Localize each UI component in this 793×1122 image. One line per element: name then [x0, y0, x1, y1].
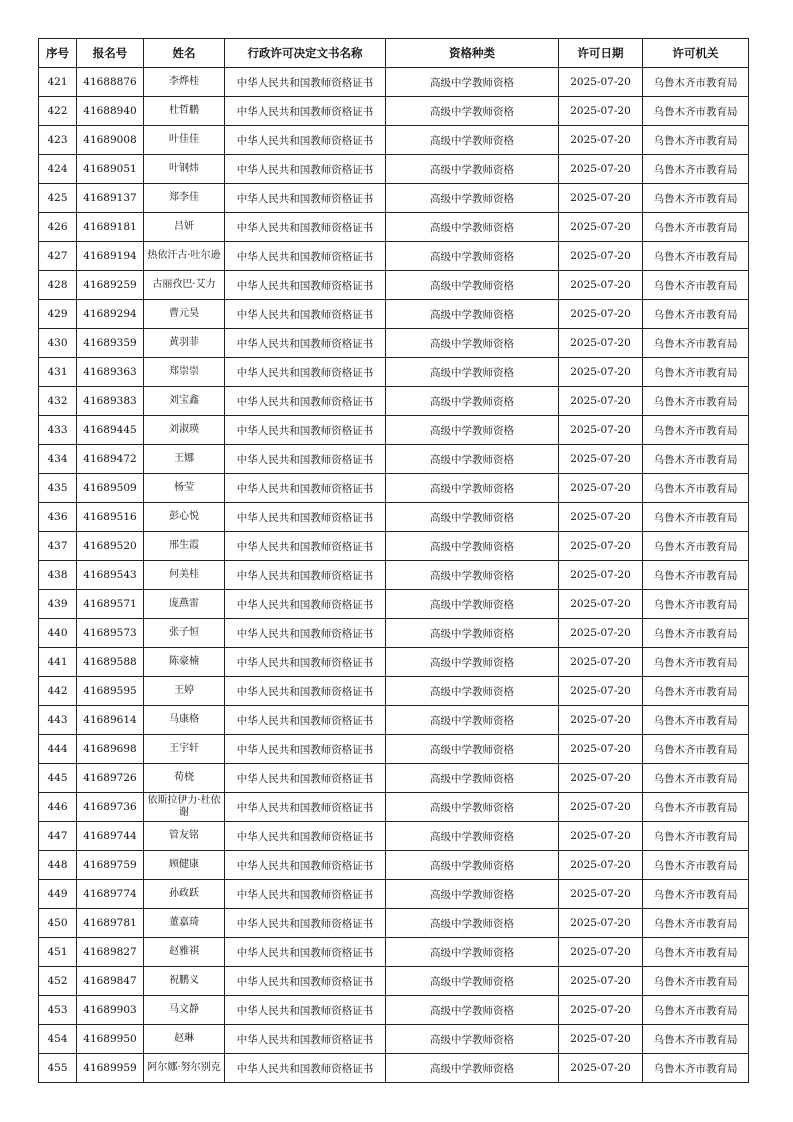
cell-index: 428 — [39, 271, 77, 300]
cell-license-date: 2025-07-20 — [559, 590, 643, 619]
cell-index: 454 — [39, 1025, 77, 1054]
cell-index: 440 — [39, 619, 77, 648]
cell-qualification-type: 高级中学教师资格 — [386, 416, 559, 445]
cell-index: 436 — [39, 503, 77, 532]
cell-qualification-type: 高级中学教师资格 — [386, 996, 559, 1025]
cell-license-authority: 乌鲁木齐市教育局 — [643, 329, 749, 358]
cell-document-name: 中华人民共和国教师资格证书 — [225, 271, 386, 300]
cell-index: 445 — [39, 764, 77, 793]
cell-license-date: 2025-07-20 — [559, 996, 643, 1025]
cell-index: 438 — [39, 561, 77, 590]
table-row — [39, 967, 749, 996]
cell-document-name: 中华人民共和国教师资格证书 — [225, 967, 386, 996]
table-row — [39, 996, 749, 1025]
cell-license-authority: 乌鲁木齐市教育局 — [643, 416, 749, 445]
cell-document-name: 中华人民共和国教师资格证书 — [225, 909, 386, 938]
cell-name: 邢生霞 — [144, 532, 225, 561]
cell-document-name: 中华人民共和国教师资格证书 — [225, 358, 386, 387]
cell-license-authority: 乌鲁木齐市教育局 — [643, 300, 749, 329]
cell-name: 张子恒 — [144, 619, 225, 648]
cell-license-date: 2025-07-20 — [559, 967, 643, 996]
cell-qualification-type: 高级中学教师资格 — [386, 619, 559, 648]
header-row — [39, 39, 749, 68]
table-row — [39, 242, 749, 271]
cell-document-name: 中华人民共和国教师资格证书 — [225, 880, 386, 909]
cell-name: 李烨桂 — [144, 68, 225, 97]
cell-document-name: 中华人民共和国教师资格证书 — [225, 329, 386, 358]
cell-index: 441 — [39, 648, 77, 677]
col-header-name: 姓名 — [144, 39, 225, 68]
cell-name: 依斯拉伊力·杜依谢 — [144, 793, 225, 822]
cell-index: 448 — [39, 851, 77, 880]
table-row — [39, 619, 749, 648]
cell-name: 叶钢炜 — [144, 155, 225, 184]
cell-license-date: 2025-07-20 — [559, 648, 643, 677]
cell-name: 马康格 — [144, 706, 225, 735]
cell-name: 庞燕雷 — [144, 590, 225, 619]
cell-license-authority: 乌鲁木齐市教育局 — [643, 764, 749, 793]
cell-document-name: 中华人民共和国教师资格证书 — [225, 619, 386, 648]
table-row — [39, 300, 749, 329]
table-row — [39, 561, 749, 590]
cell-index: 443 — [39, 706, 77, 735]
table-row — [39, 938, 749, 967]
cell-registration-no: 41689571 — [77, 590, 144, 619]
cell-qualification-type: 高级中学教师资格 — [386, 387, 559, 416]
cell-name: 祝鹏义 — [144, 967, 225, 996]
cell-license-date: 2025-07-20 — [559, 474, 643, 503]
cell-qualification-type: 高级中学教师资格 — [386, 532, 559, 561]
cell-index: 455 — [39, 1054, 77, 1083]
license-table — [38, 38, 749, 1083]
cell-registration-no: 41689614 — [77, 706, 144, 735]
cell-license-authority: 乌鲁木齐市教育局 — [643, 184, 749, 213]
cell-license-authority: 乌鲁木齐市教育局 — [643, 996, 749, 1025]
cell-document-name: 中华人民共和国教师资格证书 — [225, 735, 386, 764]
cell-name: 吕妍 — [144, 213, 225, 242]
cell-license-authority: 乌鲁木齐市教育局 — [643, 445, 749, 474]
cell-qualification-type: 高级中学教师资格 — [386, 271, 559, 300]
cell-license-date: 2025-07-20 — [559, 619, 643, 648]
table-row — [39, 68, 749, 97]
cell-name: 叶佳佳 — [144, 126, 225, 155]
cell-qualification-type: 高级中学教师资格 — [386, 764, 559, 793]
cell-qualification-type: 高级中学教师资格 — [386, 184, 559, 213]
cell-name: 古丽孜巴·艾力 — [144, 271, 225, 300]
cell-index: 446 — [39, 793, 77, 822]
cell-document-name: 中华人民共和国教师资格证书 — [225, 300, 386, 329]
cell-license-date: 2025-07-20 — [559, 155, 643, 184]
table-row — [39, 706, 749, 735]
cell-document-name: 中华人民共和国教师资格证书 — [225, 213, 386, 242]
table-row — [39, 793, 749, 822]
cell-document-name: 中华人民共和国教师资格证书 — [225, 1025, 386, 1054]
cell-index: 450 — [39, 909, 77, 938]
cell-qualification-type: 高级中学教师资格 — [386, 445, 559, 474]
cell-registration-no: 41689959 — [77, 1054, 144, 1083]
cell-qualification-type: 高级中学教师资格 — [386, 938, 559, 967]
table-row — [39, 416, 749, 445]
cell-license-authority: 乌鲁木齐市教育局 — [643, 126, 749, 155]
cell-license-authority: 乌鲁木齐市教育局 — [643, 735, 749, 764]
cell-document-name: 中华人民共和国教师资格证书 — [225, 68, 386, 97]
cell-license-date: 2025-07-20 — [559, 126, 643, 155]
cell-document-name: 中华人民共和国教师资格证书 — [225, 445, 386, 474]
cell-document-name: 中华人民共和国教师资格证书 — [225, 1054, 386, 1083]
cell-registration-no: 41689595 — [77, 677, 144, 706]
cell-name: 何美桂 — [144, 561, 225, 590]
table-row — [39, 97, 749, 126]
cell-qualification-type: 高级中学教师资格 — [386, 300, 559, 329]
table-row — [39, 532, 749, 561]
cell-document-name: 中华人民共和国教师资格证书 — [225, 474, 386, 503]
cell-document-name: 中华人民共和国教师资格证书 — [225, 764, 386, 793]
cell-license-authority: 乌鲁木齐市教育局 — [643, 387, 749, 416]
cell-document-name: 中华人民共和国教师资格证书 — [225, 590, 386, 619]
cell-license-date: 2025-07-20 — [559, 880, 643, 909]
cell-registration-no: 41689781 — [77, 909, 144, 938]
cell-license-authority: 乌鲁木齐市教育局 — [643, 648, 749, 677]
cell-registration-no: 41689363 — [77, 358, 144, 387]
cell-qualification-type: 高级中学教师资格 — [386, 358, 559, 387]
cell-license-authority: 乌鲁木齐市教育局 — [643, 619, 749, 648]
cell-qualification-type: 高级中学教师资格 — [386, 909, 559, 938]
cell-qualification-type: 高级中学教师资格 — [386, 97, 559, 126]
cell-qualification-type: 高级中学教师资格 — [386, 793, 559, 822]
table-row — [39, 474, 749, 503]
col-header-qualification-type: 资格种类 — [386, 39, 559, 68]
cell-license-date: 2025-07-20 — [559, 242, 643, 271]
table-row — [39, 909, 749, 938]
cell-license-date: 2025-07-20 — [559, 938, 643, 967]
cell-qualification-type: 高级中学教师资格 — [386, 155, 559, 184]
cell-name: 郑李佳 — [144, 184, 225, 213]
table-row — [39, 590, 749, 619]
cell-document-name: 中华人民共和国教师资格证书 — [225, 184, 386, 213]
cell-document-name: 中华人民共和国教师资格证书 — [225, 561, 386, 590]
cell-license-authority: 乌鲁木齐市教育局 — [643, 590, 749, 619]
cell-license-date: 2025-07-20 — [559, 735, 643, 764]
cell-registration-no: 41689194 — [77, 242, 144, 271]
cell-index: 437 — [39, 532, 77, 561]
cell-index: 451 — [39, 938, 77, 967]
cell-name: 顾健康 — [144, 851, 225, 880]
cell-name: 阿尔娜·努尔别克 — [144, 1054, 225, 1083]
col-header-document-name: 行政许可决定文书名称 — [225, 39, 386, 68]
cell-license-authority: 乌鲁木齐市教育局 — [643, 938, 749, 967]
cell-document-name: 中华人民共和国教师资格证书 — [225, 532, 386, 561]
cell-license-date: 2025-07-20 — [559, 445, 643, 474]
cell-license-date: 2025-07-20 — [559, 851, 643, 880]
cell-license-authority: 乌鲁木齐市教育局 — [643, 1025, 749, 1054]
cell-index: 430 — [39, 329, 77, 358]
cell-license-date: 2025-07-20 — [559, 532, 643, 561]
cell-registration-no: 41689573 — [77, 619, 144, 648]
cell-name: 杜哲鹏 — [144, 97, 225, 126]
cell-qualification-type: 高级中学教师资格 — [386, 1054, 559, 1083]
cell-registration-no: 41689827 — [77, 938, 144, 967]
cell-document-name: 中华人民共和国教师资格证书 — [225, 242, 386, 271]
cell-name: 刘淑瑛 — [144, 416, 225, 445]
cell-qualification-type: 高级中学教师资格 — [386, 880, 559, 909]
cell-license-date: 2025-07-20 — [559, 764, 643, 793]
table-row — [39, 648, 749, 677]
cell-registration-no: 41689759 — [77, 851, 144, 880]
cell-index: 452 — [39, 967, 77, 996]
cell-index: 453 — [39, 996, 77, 1025]
table-header — [39, 39, 749, 68]
table-row — [39, 503, 749, 532]
table-row — [39, 677, 749, 706]
cell-license-authority: 乌鲁木齐市教育局 — [643, 242, 749, 271]
cell-index: 434 — [39, 445, 77, 474]
cell-license-date: 2025-07-20 — [559, 213, 643, 242]
cell-license-authority: 乌鲁木齐市教育局 — [643, 155, 749, 184]
cell-registration-no: 41689445 — [77, 416, 144, 445]
cell-index: 422 — [39, 97, 77, 126]
cell-index: 442 — [39, 677, 77, 706]
cell-qualification-type: 高级中学教师资格 — [386, 648, 559, 677]
cell-license-date: 2025-07-20 — [559, 822, 643, 851]
cell-document-name: 中华人民共和国教师资格证书 — [225, 126, 386, 155]
cell-index: 449 — [39, 880, 77, 909]
cell-qualification-type: 高级中学教师资格 — [386, 474, 559, 503]
table-row — [39, 1025, 749, 1054]
cell-name: 曹元昊 — [144, 300, 225, 329]
cell-registration-no: 41689259 — [77, 271, 144, 300]
cell-license-date: 2025-07-20 — [559, 706, 643, 735]
cell-name: 赵琳 — [144, 1025, 225, 1054]
table-row — [39, 735, 749, 764]
table-row — [39, 271, 749, 300]
cell-registration-no: 41689472 — [77, 445, 144, 474]
cell-qualification-type: 高级中学教师资格 — [386, 503, 559, 532]
cell-index: 431 — [39, 358, 77, 387]
cell-registration-no: 41688940 — [77, 97, 144, 126]
cell-qualification-type: 高级中学教师资格 — [386, 242, 559, 271]
table-body — [39, 68, 749, 1083]
cell-document-name: 中华人民共和国教师资格证书 — [225, 416, 386, 445]
cell-name: 热依汗古·吐尔逊 — [144, 242, 225, 271]
cell-name: 马文静 — [144, 996, 225, 1025]
cell-document-name: 中华人民共和国教师资格证书 — [225, 387, 386, 416]
cell-qualification-type: 高级中学教师资格 — [386, 706, 559, 735]
cell-document-name: 中华人民共和国教师资格证书 — [225, 793, 386, 822]
cell-license-authority: 乌鲁木齐市教育局 — [643, 97, 749, 126]
cell-registration-no: 41689359 — [77, 329, 144, 358]
cell-license-date: 2025-07-20 — [559, 677, 643, 706]
cell-name: 孙政跃 — [144, 880, 225, 909]
cell-license-authority: 乌鲁木齐市教育局 — [643, 706, 749, 735]
cell-license-authority: 乌鲁木齐市教育局 — [643, 271, 749, 300]
cell-qualification-type: 高级中学教师资格 — [386, 851, 559, 880]
cell-license-authority: 乌鲁木齐市教育局 — [643, 474, 749, 503]
col-header-index: 序号 — [39, 39, 77, 68]
cell-license-date: 2025-07-20 — [559, 184, 643, 213]
cell-license-authority: 乌鲁木齐市教育局 — [643, 68, 749, 97]
table-row — [39, 358, 749, 387]
table-row — [39, 213, 749, 242]
cell-registration-no: 41689051 — [77, 155, 144, 184]
cell-index: 432 — [39, 387, 77, 416]
cell-qualification-type: 高级中学教师资格 — [386, 329, 559, 358]
table-row — [39, 880, 749, 909]
cell-registration-no: 41689744 — [77, 822, 144, 851]
cell-registration-no: 41689543 — [77, 561, 144, 590]
cell-license-authority: 乌鲁木齐市教育局 — [643, 880, 749, 909]
cell-registration-no: 41689509 — [77, 474, 144, 503]
cell-name: 刘宝鑫 — [144, 387, 225, 416]
cell-license-date: 2025-07-20 — [559, 1054, 643, 1083]
cell-index: 427 — [39, 242, 77, 271]
cell-license-date: 2025-07-20 — [559, 1025, 643, 1054]
cell-registration-no: 41689181 — [77, 213, 144, 242]
cell-index: 439 — [39, 590, 77, 619]
cell-license-date: 2025-07-20 — [559, 329, 643, 358]
cell-name: 陈豪楠 — [144, 648, 225, 677]
cell-qualification-type: 高级中学教师资格 — [386, 822, 559, 851]
cell-registration-no: 41689137 — [77, 184, 144, 213]
cell-registration-no: 41689950 — [77, 1025, 144, 1054]
cell-license-authority: 乌鲁木齐市教育局 — [643, 1054, 749, 1083]
cell-registration-no: 41688876 — [77, 68, 144, 97]
cell-qualification-type: 高级中学教师资格 — [386, 677, 559, 706]
table-row — [39, 155, 749, 184]
cell-license-authority: 乌鲁木齐市教育局 — [643, 909, 749, 938]
cell-name: 王宇轩 — [144, 735, 225, 764]
cell-index: 425 — [39, 184, 77, 213]
cell-document-name: 中华人民共和国教师资格证书 — [225, 996, 386, 1025]
table-row — [39, 387, 749, 416]
cell-qualification-type: 高级中学教师资格 — [386, 561, 559, 590]
document-page — [38, 38, 749, 1083]
cell-document-name: 中华人民共和国教师资格证书 — [225, 706, 386, 735]
cell-license-date: 2025-07-20 — [559, 561, 643, 590]
cell-index: 421 — [39, 68, 77, 97]
cell-qualification-type: 高级中学教师资格 — [386, 967, 559, 996]
cell-license-authority: 乌鲁木齐市教育局 — [643, 561, 749, 590]
cell-registration-no: 41689008 — [77, 126, 144, 155]
cell-name: 黄羽菲 — [144, 329, 225, 358]
cell-document-name: 中华人民共和国教师资格证书 — [225, 822, 386, 851]
cell-license-date: 2025-07-20 — [559, 358, 643, 387]
cell-document-name: 中华人民共和国教师资格证书 — [225, 851, 386, 880]
cell-registration-no: 41689726 — [77, 764, 144, 793]
table-row — [39, 851, 749, 880]
cell-license-authority: 乌鲁木齐市教育局 — [643, 677, 749, 706]
cell-license-date: 2025-07-20 — [559, 68, 643, 97]
cell-registration-no: 41689520 — [77, 532, 144, 561]
cell-license-authority: 乌鲁木齐市教育局 — [643, 358, 749, 387]
cell-license-date: 2025-07-20 — [559, 271, 643, 300]
cell-index: 424 — [39, 155, 77, 184]
cell-license-authority: 乌鲁木齐市教育局 — [643, 503, 749, 532]
cell-name: 郑崇崇 — [144, 358, 225, 387]
cell-index: 444 — [39, 735, 77, 764]
cell-name: 杨莹 — [144, 474, 225, 503]
cell-license-date: 2025-07-20 — [559, 300, 643, 329]
cell-license-date: 2025-07-20 — [559, 503, 643, 532]
cell-qualification-type: 高级中学教师资格 — [386, 126, 559, 155]
cell-name: 王婷 — [144, 677, 225, 706]
col-header-license-date: 许可日期 — [559, 39, 643, 68]
cell-registration-no: 41689383 — [77, 387, 144, 416]
cell-document-name: 中华人民共和国教师资格证书 — [225, 503, 386, 532]
table-row — [39, 329, 749, 358]
cell-registration-no: 41689294 — [77, 300, 144, 329]
cell-registration-no: 41689588 — [77, 648, 144, 677]
cell-name: 彭心悦 — [144, 503, 225, 532]
cell-index: 433 — [39, 416, 77, 445]
cell-name: 王娜 — [144, 445, 225, 474]
cell-license-date: 2025-07-20 — [559, 97, 643, 126]
cell-license-date: 2025-07-20 — [559, 387, 643, 416]
cell-index: 435 — [39, 474, 77, 503]
cell-registration-no: 41689903 — [77, 996, 144, 1025]
cell-document-name: 中华人民共和国教师资格证书 — [225, 938, 386, 967]
cell-license-authority: 乌鲁木齐市教育局 — [643, 851, 749, 880]
cell-name: 赵雅祺 — [144, 938, 225, 967]
cell-license-authority: 乌鲁木齐市教育局 — [643, 793, 749, 822]
cell-license-authority: 乌鲁木齐市教育局 — [643, 532, 749, 561]
cell-document-name: 中华人民共和国教师资格证书 — [225, 97, 386, 126]
cell-license-date: 2025-07-20 — [559, 909, 643, 938]
cell-document-name: 中华人民共和国教师资格证书 — [225, 648, 386, 677]
table-row — [39, 822, 749, 851]
col-header-registration-no: 报名号 — [77, 39, 144, 68]
cell-license-authority: 乌鲁木齐市教育局 — [643, 213, 749, 242]
cell-qualification-type: 高级中学教师资格 — [386, 735, 559, 764]
cell-qualification-type: 高级中学教师资格 — [386, 68, 559, 97]
cell-name: 荀桡 — [144, 764, 225, 793]
table-row — [39, 184, 749, 213]
cell-qualification-type: 高级中学教师资格 — [386, 213, 559, 242]
cell-qualification-type: 高级中学教师资格 — [386, 1025, 559, 1054]
cell-document-name: 中华人民共和国教师资格证书 — [225, 677, 386, 706]
cell-registration-no: 41689516 — [77, 503, 144, 532]
table-row — [39, 764, 749, 793]
cell-index: 447 — [39, 822, 77, 851]
table-row — [39, 126, 749, 155]
cell-index: 429 — [39, 300, 77, 329]
table-row — [39, 1054, 749, 1083]
cell-document-name: 中华人民共和国教师资格证书 — [225, 155, 386, 184]
cell-license-date: 2025-07-20 — [559, 793, 643, 822]
cell-name: 管友铭 — [144, 822, 225, 851]
cell-qualification-type: 高级中学教师资格 — [386, 590, 559, 619]
cell-registration-no: 41689698 — [77, 735, 144, 764]
cell-registration-no: 41689736 — [77, 793, 144, 822]
cell-index: 423 — [39, 126, 77, 155]
cell-license-authority: 乌鲁木齐市教育局 — [643, 822, 749, 851]
col-header-license-authority: 许可机关 — [643, 39, 749, 68]
cell-license-date: 2025-07-20 — [559, 416, 643, 445]
table-row — [39, 445, 749, 474]
cell-registration-no: 41689847 — [77, 967, 144, 996]
cell-index: 426 — [39, 213, 77, 242]
cell-license-authority: 乌鲁木齐市教育局 — [643, 967, 749, 996]
cell-name: 董嘉琦 — [144, 909, 225, 938]
cell-registration-no: 41689774 — [77, 880, 144, 909]
